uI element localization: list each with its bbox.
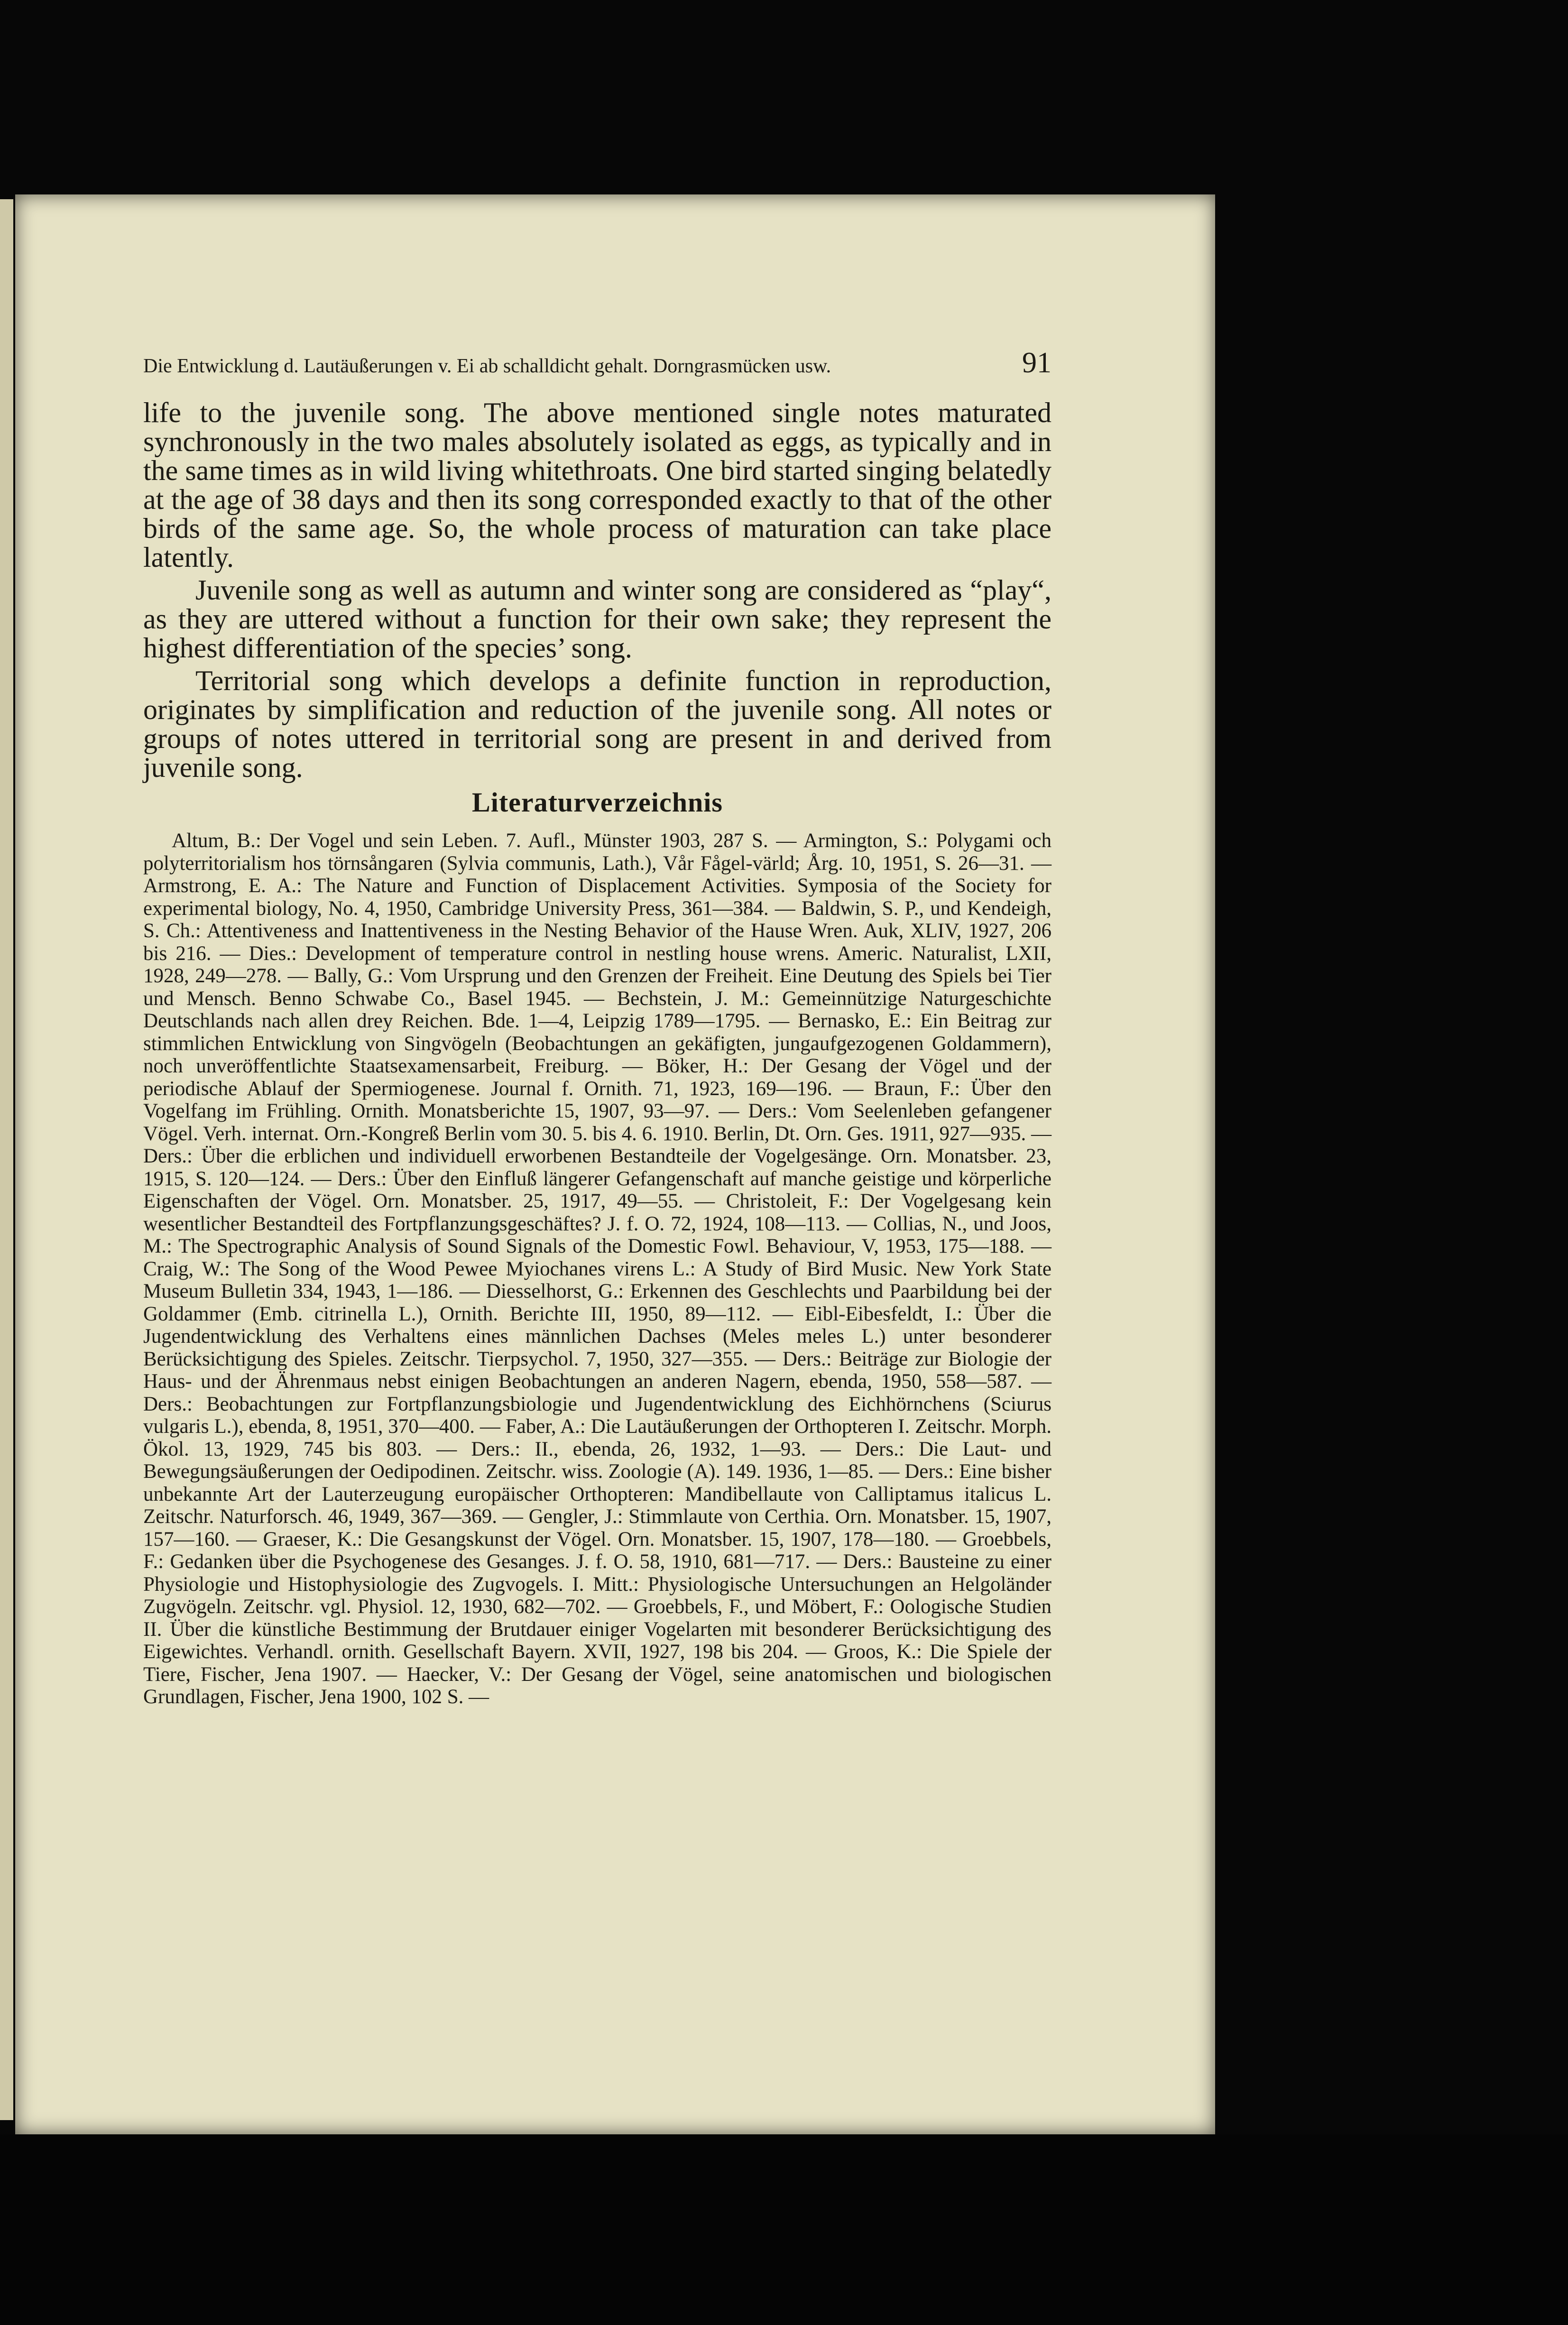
references-list: Altum, B.: Der Vogel und sein Leben. 7. Aufl., Münster 1903, 287 S. — Armington, S.: Polygami och polyterritorialism hos törnsångaren (Sylvia communis, Lath.), Vår Fågel-värld; Årg. 10, 1951, S. 26—31. — Armstrong, E. A.: The Nature and Function of Displacement Activities. Symposia of the Society for experimental biology, No. 4, 1950, Cambridge University Press, 361—384. — Baldwin, S. P., und Kendeigh, S. Ch.: Attentiveness and Inattentiveness in the Nesting Behavior of the Hause Wren. Auk, XLIV, 1927, 206 bis 216. — Dies.: Development of temperature control in nestling house wrens. Americ. Naturalist, LXII, 1928, 249—278. — Bally, G.: Vom Ursprung und den Grenzen der Freiheit. Eine Deutung des Spiels bei Tier und Mensch. Benno Schwabe Co., Basel 1945. — Bechstein, J. M.: Gemeinnützige Naturgeschichte Deutschlands nach allen drey Reichen. Bde. 1—4, Leipzig 1789—1795. — Bernasko, E.: Ein Beitrag zur stimmlichen Entwicklung von Singvögeln (Beobachtungen an gekäfigten, jungaufgezogenen Goldammern), noch unveröffentlichte Staatsexamensarbeit, Freiburg. — Böker, H.: Der Gesang der Vögel und der periodische Ablauf der Spermiogenese. Journal f. Ornith. 71, 1923, 169—196. — Braun, F.: Über den Vogelfang im Frühling. Ornith. Monatsberichte 15, 1907, 93—97. — Ders.: Vom Seelenleben gefangener Vögel. Verh. internat. Orn.-Kongreß Berlin vom 30. 5. bis 4. 6. 1910. Berlin, Dt. Orn. Ges. 1911, 927—935. — Ders.: Über die erblichen und individuell erworbenen Bestandteile der Vogelgesänge. Orn. Monatsber. 23, 1915, S. 120—124. — Ders.: Über den Einfluß längerer Gefangenschaft auf manche geistige und körperliche Eigenschaften der Vögel. Orn. Monatsber. 25, 1917, 49—55. — Christoleit, F.: Der Vogelgesang kein wesentlicher Bestandteil des Fortpflanzungsgeschäftes? J. f. O. 72, 1924, 108—113. — Collias, N., und Joos, M.: The Spectrographic Analysis of Sound Signals of the Domestic Fowl. Behaviour, V, 1953, 175—188. — Craig, W.: The Song of the Wood Pewee Myiochanes virens L.: A Study of Bird Music. New York State Museum Bulletin 334, 1943, 1—186. — Diesselhorst, G.: Erkennen des Geschlechts und Paarbildung bei der Goldammer (Emb. citrinella L.), Ornith. Berichte III, 1950, 89—112. — Eibl-Eibesfeldt, I.: Über die Jugendentwicklung des Verhaltens eines männlichen Dachses (Meles meles L.) unter besonderer Berücksichtigung des Spieles. Zeitschr. Tierpsychol. 7, 1950, 327—355. — Ders.: Beiträge zur Biologie der Haus- und der Ährenmaus nebst einigen Beobachtungen an anderen Nagern, ebenda, 1950, 558—587. — Ders.: Beobachtungen zur Fortpflanzungsbiologie und Jugendentwicklung des Eichhörnchens (Sciurus vulgaris L.), ebenda, 8, 1951, 370—400. — Faber, A.: Die Lautäußerungen der Orthopteren I. Zeitschr. Morph. Ökol. 13, 1929, 745 bis 803. — Ders.: II., ebenda, 26, 1932, 1—93. — Ders.: Die Laut- und Bewegungsäußerungen der Oedipodinen. Zeitschr. wiss. Zoologie (A). 149. 1936, 1—85. — Ders.: Eine bisher unbekannte Art der Lauterzeugung europäischer Orthopteren: Mandibellaute von Calliptamus italicus L. Zeitschr. Naturforsch. 46, 1949, 367—369. — Gengler, J.: Stimmlaute von Certhia. Orn. Monatsber. 15, 1907, 157—160. — Graeser, K.: Die Gesangskunst der Vögel. Orn. Monatsber. 15, 1907, 178—180. — Groebbels, F.: Gedanken über die Psychogenese des Gesanges. J. f. O. 58, 1910, 681—717. — Ders.: Bausteine zu einer Physiologie und Histophysiologie des Zugvogels. I. Mitt.: Physiologische Untersuchungen an Helgoländer Zugvögeln. Zeitschr. vgl. Physiol. 12, 1930, 682—702. — Groebbels, F., und Möbert, F.: Oologische Studien II. Über die künstliche Bestimmung der Brutdauer einiger Vogelarten mit besonderer Berücksichtigung des Eigewichtes. Verhandl. ornith. Gesellschaft Bayern. XVII, 1927, 198 bis 204. — Groos, K.: Die Spiele der Tiere, Fischer, Jena 1907. — Haecker, V.: Der Gesang der Vögel, seine anatomischen und biologischen Grundlagen, Fischer, Jena 1900, 102 S. — [143,830,1051,1708]
running-title: Die Entwicklung d. Lautäußerungen v. Ei ab schalldicht gehalt. Dorngrasmücken usw. [143,355,831,377]
paragraph-3: Territorial song which develops a definite function in reproduction, originates by simplification and reduction of the juvenile song. All notes or groups of notes uttered in territorial song are present in and derived from juvenile song. [143,665,1051,783]
paragraph-1: life to the juvenile song. The above mentioned single notes maturated synchronously in the two males absolutely isolated as eggs, as typically and in the same times as in wild living whitethroats. One bird started singing belatedly at the age of 38 days and then its song corresponded exactly to that of the other birds of the same age. So, the whole process of maturation can take place latently. [143,397,1051,573]
running-header [143,346,1051,389]
book-page [15,194,1215,2134]
page-content [143,346,1051,1708]
adjacent-page-edge [0,199,13,2120]
scan-background [0,2134,1568,2325]
paragraph-2: Juvenile song as well as autumn and winter song are considered as “play“, as they are uttered without a function for their own sake; they represent the highest differentiation of the species’ song. [143,574,1051,664]
page-number: 91 [1022,347,1051,379]
references-heading: Literaturverzeichnis [472,787,723,818]
body-text [143,398,1051,782]
